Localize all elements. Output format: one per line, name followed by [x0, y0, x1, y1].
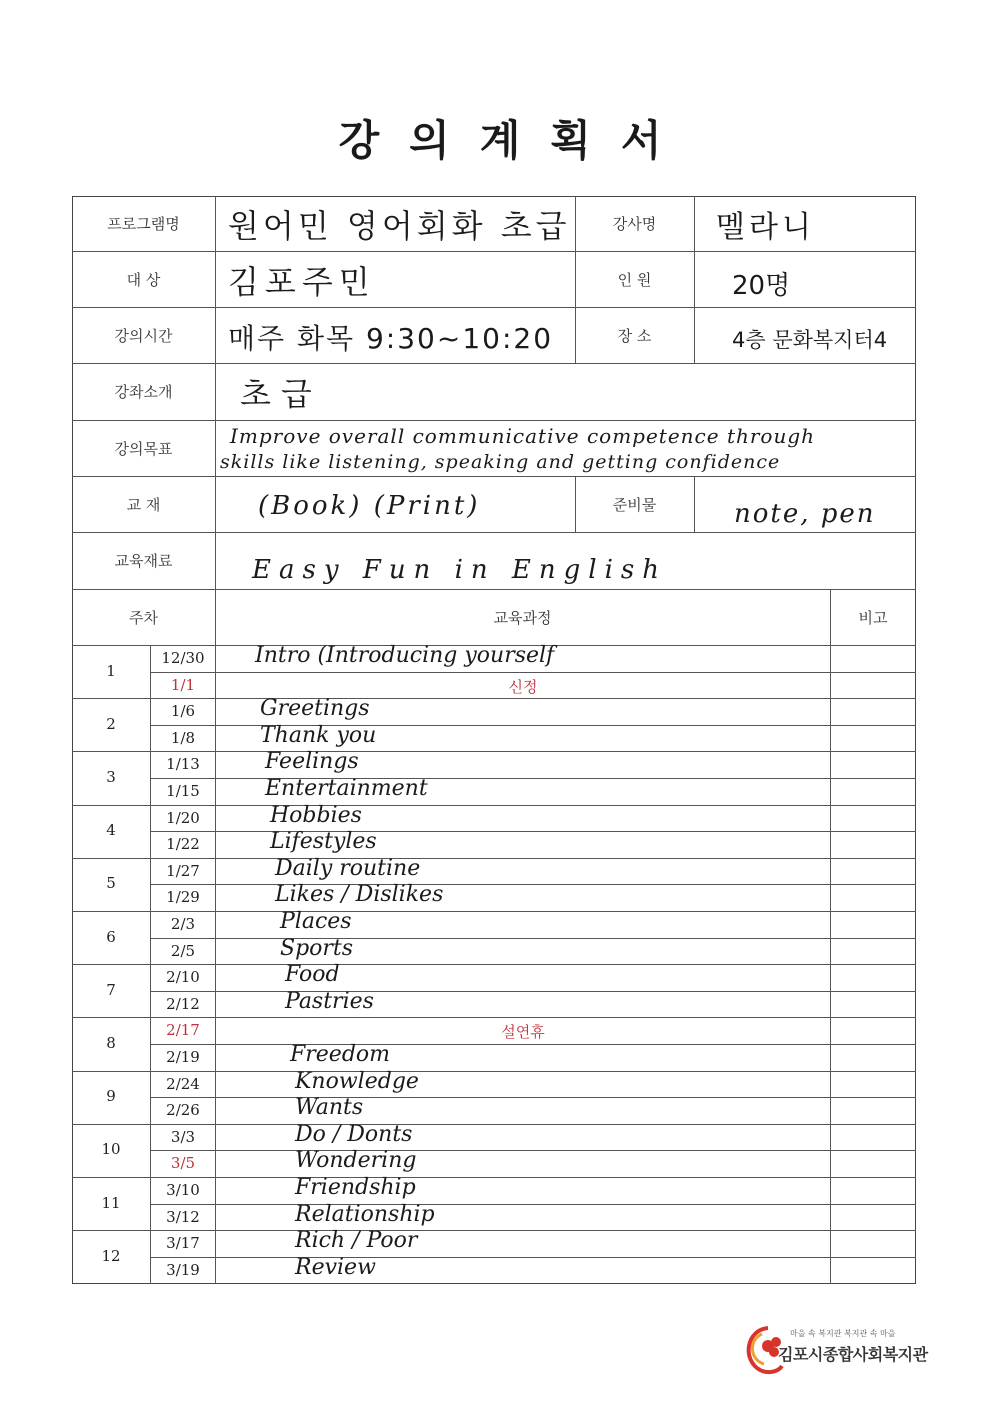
target-value: 김포주민: [228, 263, 376, 301]
course-topic: Wants: [295, 1095, 364, 1121]
course-topic: Food: [285, 962, 340, 988]
session-date: 1/22: [166, 835, 200, 854]
logo-name: 김포시종합사회복지관: [778, 1345, 928, 1364]
week-number: 6: [106, 927, 116, 946]
week-divider: [72, 1230, 916, 1231]
session-date: 3/17: [166, 1234, 200, 1253]
supplies-label: 준비물: [612, 495, 657, 514]
textbook-label: 교 재: [126, 495, 161, 514]
week-divider: [72, 1124, 916, 1125]
materials-value: Easy Fun in English: [252, 555, 667, 585]
session-date: 2/12: [166, 994, 200, 1013]
page-title: 강의계획서: [338, 116, 692, 165]
time-value: 매주 화목 9:30~10:20: [228, 322, 554, 355]
course-topic: Friendship: [295, 1175, 416, 1200]
date-divider: [150, 672, 916, 673]
week-number: 3: [106, 768, 116, 786]
session-date: 2/3: [170, 915, 196, 933]
course-topic: Sports: [280, 935, 354, 961]
week-number: 8: [106, 1034, 116, 1052]
week-number: 1: [106, 661, 116, 680]
session-date: 3/10: [166, 1181, 200, 1199]
headcount-value: 20명: [732, 270, 791, 301]
materials-label: 교육재료: [114, 552, 173, 570]
course-topic: Feelings: [265, 749, 359, 775]
session-date: 1/29: [166, 888, 200, 907]
week-number: 2: [106, 714, 116, 733]
session-date: 1/27: [166, 861, 200, 880]
date-divider: [150, 991, 916, 992]
course-topic: Relationship: [295, 1201, 435, 1227]
course-topic: Do / Donts: [295, 1121, 413, 1147]
program-value: 원어민 영어회화 초급: [228, 207, 571, 245]
goal-line-2: skills like listening, speaking and getting confidence: [220, 451, 781, 473]
instructor-value: 멜라니: [716, 210, 815, 245]
course-topic: Lifestyles: [270, 829, 377, 855]
course-topic: Places: [280, 909, 352, 934]
session-date: 2/24: [166, 1074, 200, 1093]
week-number: 11: [101, 1193, 121, 1212]
column-divider: [694, 307, 695, 363]
date-divider: [150, 884, 916, 885]
week-header: 주차: [129, 608, 158, 627]
session-date: 1/20: [166, 808, 200, 827]
week-divider: [72, 698, 916, 699]
week-divider: [72, 1017, 916, 1018]
date-divider: [150, 938, 916, 939]
week-divider: [72, 911, 916, 912]
holiday-note-lunar-new-year: 설연휴: [501, 1023, 545, 1042]
course-topic: Intro (Introducing yourself: [255, 643, 555, 668]
instructor-label: 강사명: [612, 215, 657, 233]
place-value: 4층 문화복지터4: [732, 328, 888, 352]
week-divider: [72, 858, 916, 859]
week-divider: [72, 1071, 916, 1072]
intro-value: 초급: [240, 375, 322, 413]
date-divider: [150, 1257, 916, 1258]
place-label: 장 소: [617, 326, 652, 345]
session-date: 1/6: [170, 702, 196, 721]
week-divider: [72, 751, 916, 752]
column-divider: [830, 589, 831, 1284]
session-date: 1/13: [166, 755, 200, 774]
remarks-header: 비고: [858, 608, 888, 627]
goal-line-1: Improve overall communicative competence through: [230, 424, 816, 448]
course-topic: Greetings: [260, 696, 370, 722]
date-divider: [150, 1204, 916, 1205]
course-topic: Freedom: [290, 1042, 391, 1067]
session-date: 1/15: [166, 782, 200, 800]
date-divider: [150, 831, 916, 832]
target-label: 대 상: [126, 270, 161, 289]
session-date: 3/5: [170, 1154, 196, 1173]
date-divider: [150, 1044, 916, 1045]
week-number: 12: [101, 1246, 121, 1265]
curriculum-header: 교육과정: [493, 608, 552, 627]
intro-label: 강좌소개: [114, 383, 173, 401]
course-topic: Likes / Dislikes: [275, 882, 444, 908]
course-topic: Wondering: [295, 1148, 417, 1174]
session-date: 2/5: [170, 941, 196, 960]
course-topic: Knowledge: [295, 1068, 419, 1094]
session-date: 3/12: [166, 1207, 200, 1226]
session-date: 2/26: [166, 1101, 200, 1120]
headcount-label: 인 원: [617, 270, 652, 289]
week-number: 4: [106, 821, 116, 840]
session-date: 1/8: [170, 728, 196, 747]
course-topic: Entertainment: [265, 776, 428, 801]
course-topic: Review: [295, 1254, 376, 1280]
week-divider: [72, 1177, 916, 1178]
week-number: 9: [106, 1087, 116, 1106]
course-topic: Daily routine: [275, 855, 421, 881]
week-number: 7: [106, 980, 116, 999]
session-date: 1/1: [170, 675, 196, 694]
logo-tagline: 마을 속 복지관 복지관 속 마을: [790, 1329, 896, 1338]
course-topic: Pastries: [285, 988, 374, 1014]
date-divider: [150, 1097, 916, 1098]
column-divider: [694, 196, 695, 307]
course-topic: Hobbies: [270, 802, 362, 828]
week-divider: [72, 964, 916, 965]
session-date: 3/3: [170, 1127, 196, 1146]
session-date: 2/10: [166, 968, 200, 987]
session-date: 3/19: [166, 1260, 200, 1279]
week-number: 5: [106, 874, 116, 893]
holiday-note-new-year: 신정: [508, 677, 538, 696]
program-label: 프로그램명: [107, 215, 180, 233]
session-date: 2/19: [166, 1048, 200, 1066]
textbook-value: (Book) (Print): [258, 491, 481, 521]
course-topic: Rich / Poor: [295, 1228, 418, 1254]
session-date: 12/30: [161, 649, 205, 667]
course-topic: Thank you: [260, 722, 377, 748]
date-divider: [150, 1150, 916, 1151]
goal-label: 강의목표: [114, 439, 173, 458]
week-divider: [72, 805, 916, 806]
time-label: 강의시간: [114, 326, 173, 345]
supplies-value: note, pen: [734, 499, 876, 529]
column-divider: [694, 476, 695, 532]
session-date: 2/17: [166, 1021, 200, 1040]
week-number: 10: [101, 1140, 121, 1159]
